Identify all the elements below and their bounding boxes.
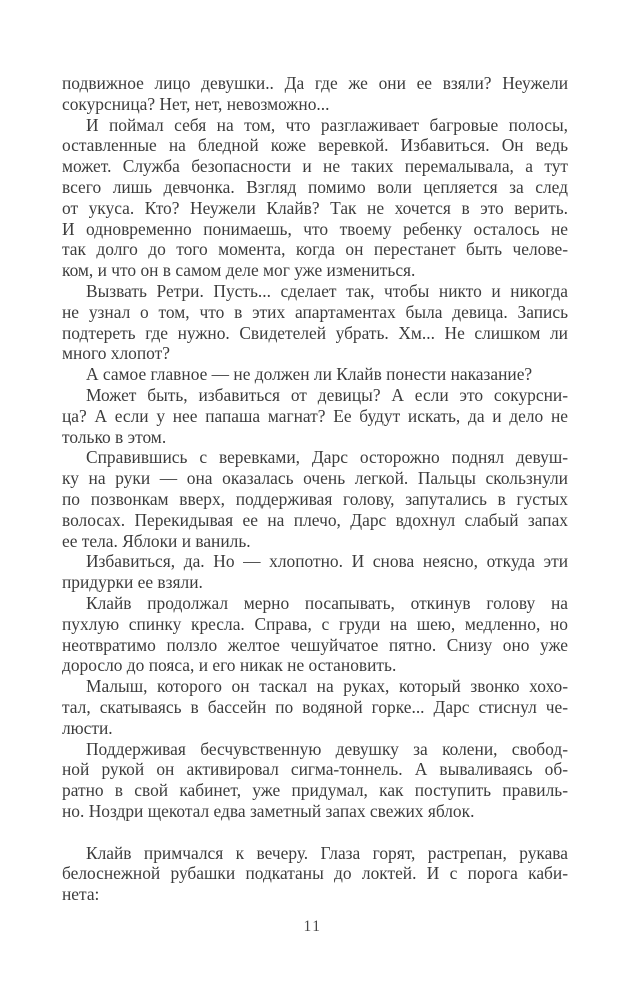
text-line: ком, и что он в самом деле мог уже измениться.: [62, 260, 416, 281]
page-text-block: [62, 73, 568, 905]
paragraph: [62, 364, 568, 385]
text-line: неотвратимо ползло желтое чешуйчатое пятно. Снизу оно уже: [62, 634, 568, 655]
text-line: много хлопот?: [62, 343, 170, 364]
text-line: доросло до пояса, и его никак не остановить.: [62, 655, 397, 676]
text-line: ной рукой он активировал сигма-тоннель. А вываливаясь об-: [62, 759, 568, 780]
text-line: сокурсница? Нет, нет, невозможно...: [62, 93, 330, 114]
text-line: только в этом.: [62, 426, 167, 447]
text-line: белоснежной рубашки подкатаны до локтей. И с порога каби-: [62, 863, 568, 884]
text-line: Справившись с веревками, Дарс осторожно поднял девуш-: [86, 447, 568, 468]
text-line: может. Служба безопасности и не таких перемалывала, а тут: [62, 156, 568, 177]
text-line: подвижное лицо девушки.. Да где же они ее взяли? Неужели: [62, 73, 568, 93]
text-line: так долго до того момента, когда он перестанет быть челове-: [62, 239, 568, 260]
text-line: подтереть где нужно. Свидетелей убрать. Хм... Не слишком ли: [62, 322, 568, 343]
text-line: Поддерживая бесчувственную девушку за колени, свобод-: [86, 738, 568, 759]
text-line: И одновременно понимаешь, что твоему ребенку осталось не: [62, 218, 568, 239]
text-line: Клайв примчался к вечеру. Глаза горят, растрепан, рукава: [86, 842, 568, 863]
page-number: 11: [303, 918, 322, 935]
paragraph: [62, 676, 568, 738]
text-line: тал, скатываясь в бассейн по водяной горке... Дарс стиснул че-: [62, 696, 568, 717]
paragraph: [62, 385, 568, 447]
text-line: люсти.: [62, 717, 113, 738]
text-line: Избавиться, да. Но — хлопотно. И снова неясно, откуда эти: [86, 551, 568, 572]
text-line: но. Ноздри щекотал едва заметный запах свежих яблок.: [62, 800, 475, 821]
paragraph: [62, 73, 568, 115]
paragraph: [62, 281, 568, 364]
text-line: пухлую спинку кресла. Справа, с груди на шею, медленно, но: [62, 613, 568, 634]
text-line: оставленные на бледной коже веревкой. Избавиться. Он ведь: [62, 135, 568, 156]
text-line: А самое главное — не должен ли Клайв понести наказание?: [86, 364, 533, 385]
text-line: от укуса. Кто? Неужели Клайв? Так не хочется в это верить.: [62, 197, 568, 218]
text-line: ку на руки — она оказалась очень легкой. Пальцы скользнули: [62, 468, 568, 489]
text-line: волосах. Перекидывая ее на плечо, Дарс вдохнул слабый запах: [62, 509, 568, 530]
text-line: Может быть, избавиться от девицы? А если это сокурсни-: [86, 384, 568, 405]
paragraph: [62, 739, 568, 822]
text-line: придурки ее взяли.: [62, 572, 203, 593]
text-line: не узнал о том, что в этих апартаментах была девица. Запись: [62, 301, 568, 322]
paragraph: [62, 551, 568, 593]
text-line: ца? А если у нее папаша магнат? Ее будут искать, да и дело не: [62, 405, 568, 426]
text-line: И поймал себя на том, что разглаживает багровые полосы,: [86, 114, 568, 135]
text-line: Клайв продолжал мерно посапывать, откинув голову на: [86, 592, 568, 613]
text-line: Малыш, которого он таскал на руках, который звонко хохо-: [86, 676, 568, 697]
text-line: Вызвать Ретри. Пусть... сделает так, чтобы никто и никогда: [86, 280, 568, 301]
paragraph: [62, 593, 568, 676]
text-line: ратно в свой кабинет, уже придумал, как поступить правиль-: [62, 780, 568, 801]
text-line: по позвонкам вверх, поддерживая голову, запутались в густых: [62, 488, 568, 509]
paragraph: [62, 447, 568, 551]
text-line: нета:: [62, 884, 100, 905]
text-line: ее тела. Яблоки и ваниль.: [62, 530, 251, 551]
paragraph: [62, 843, 568, 905]
paragraph: [62, 115, 568, 281]
text-line: всего лишь девчонка. Взгляд помимо воли цепляется за след: [62, 176, 568, 197]
